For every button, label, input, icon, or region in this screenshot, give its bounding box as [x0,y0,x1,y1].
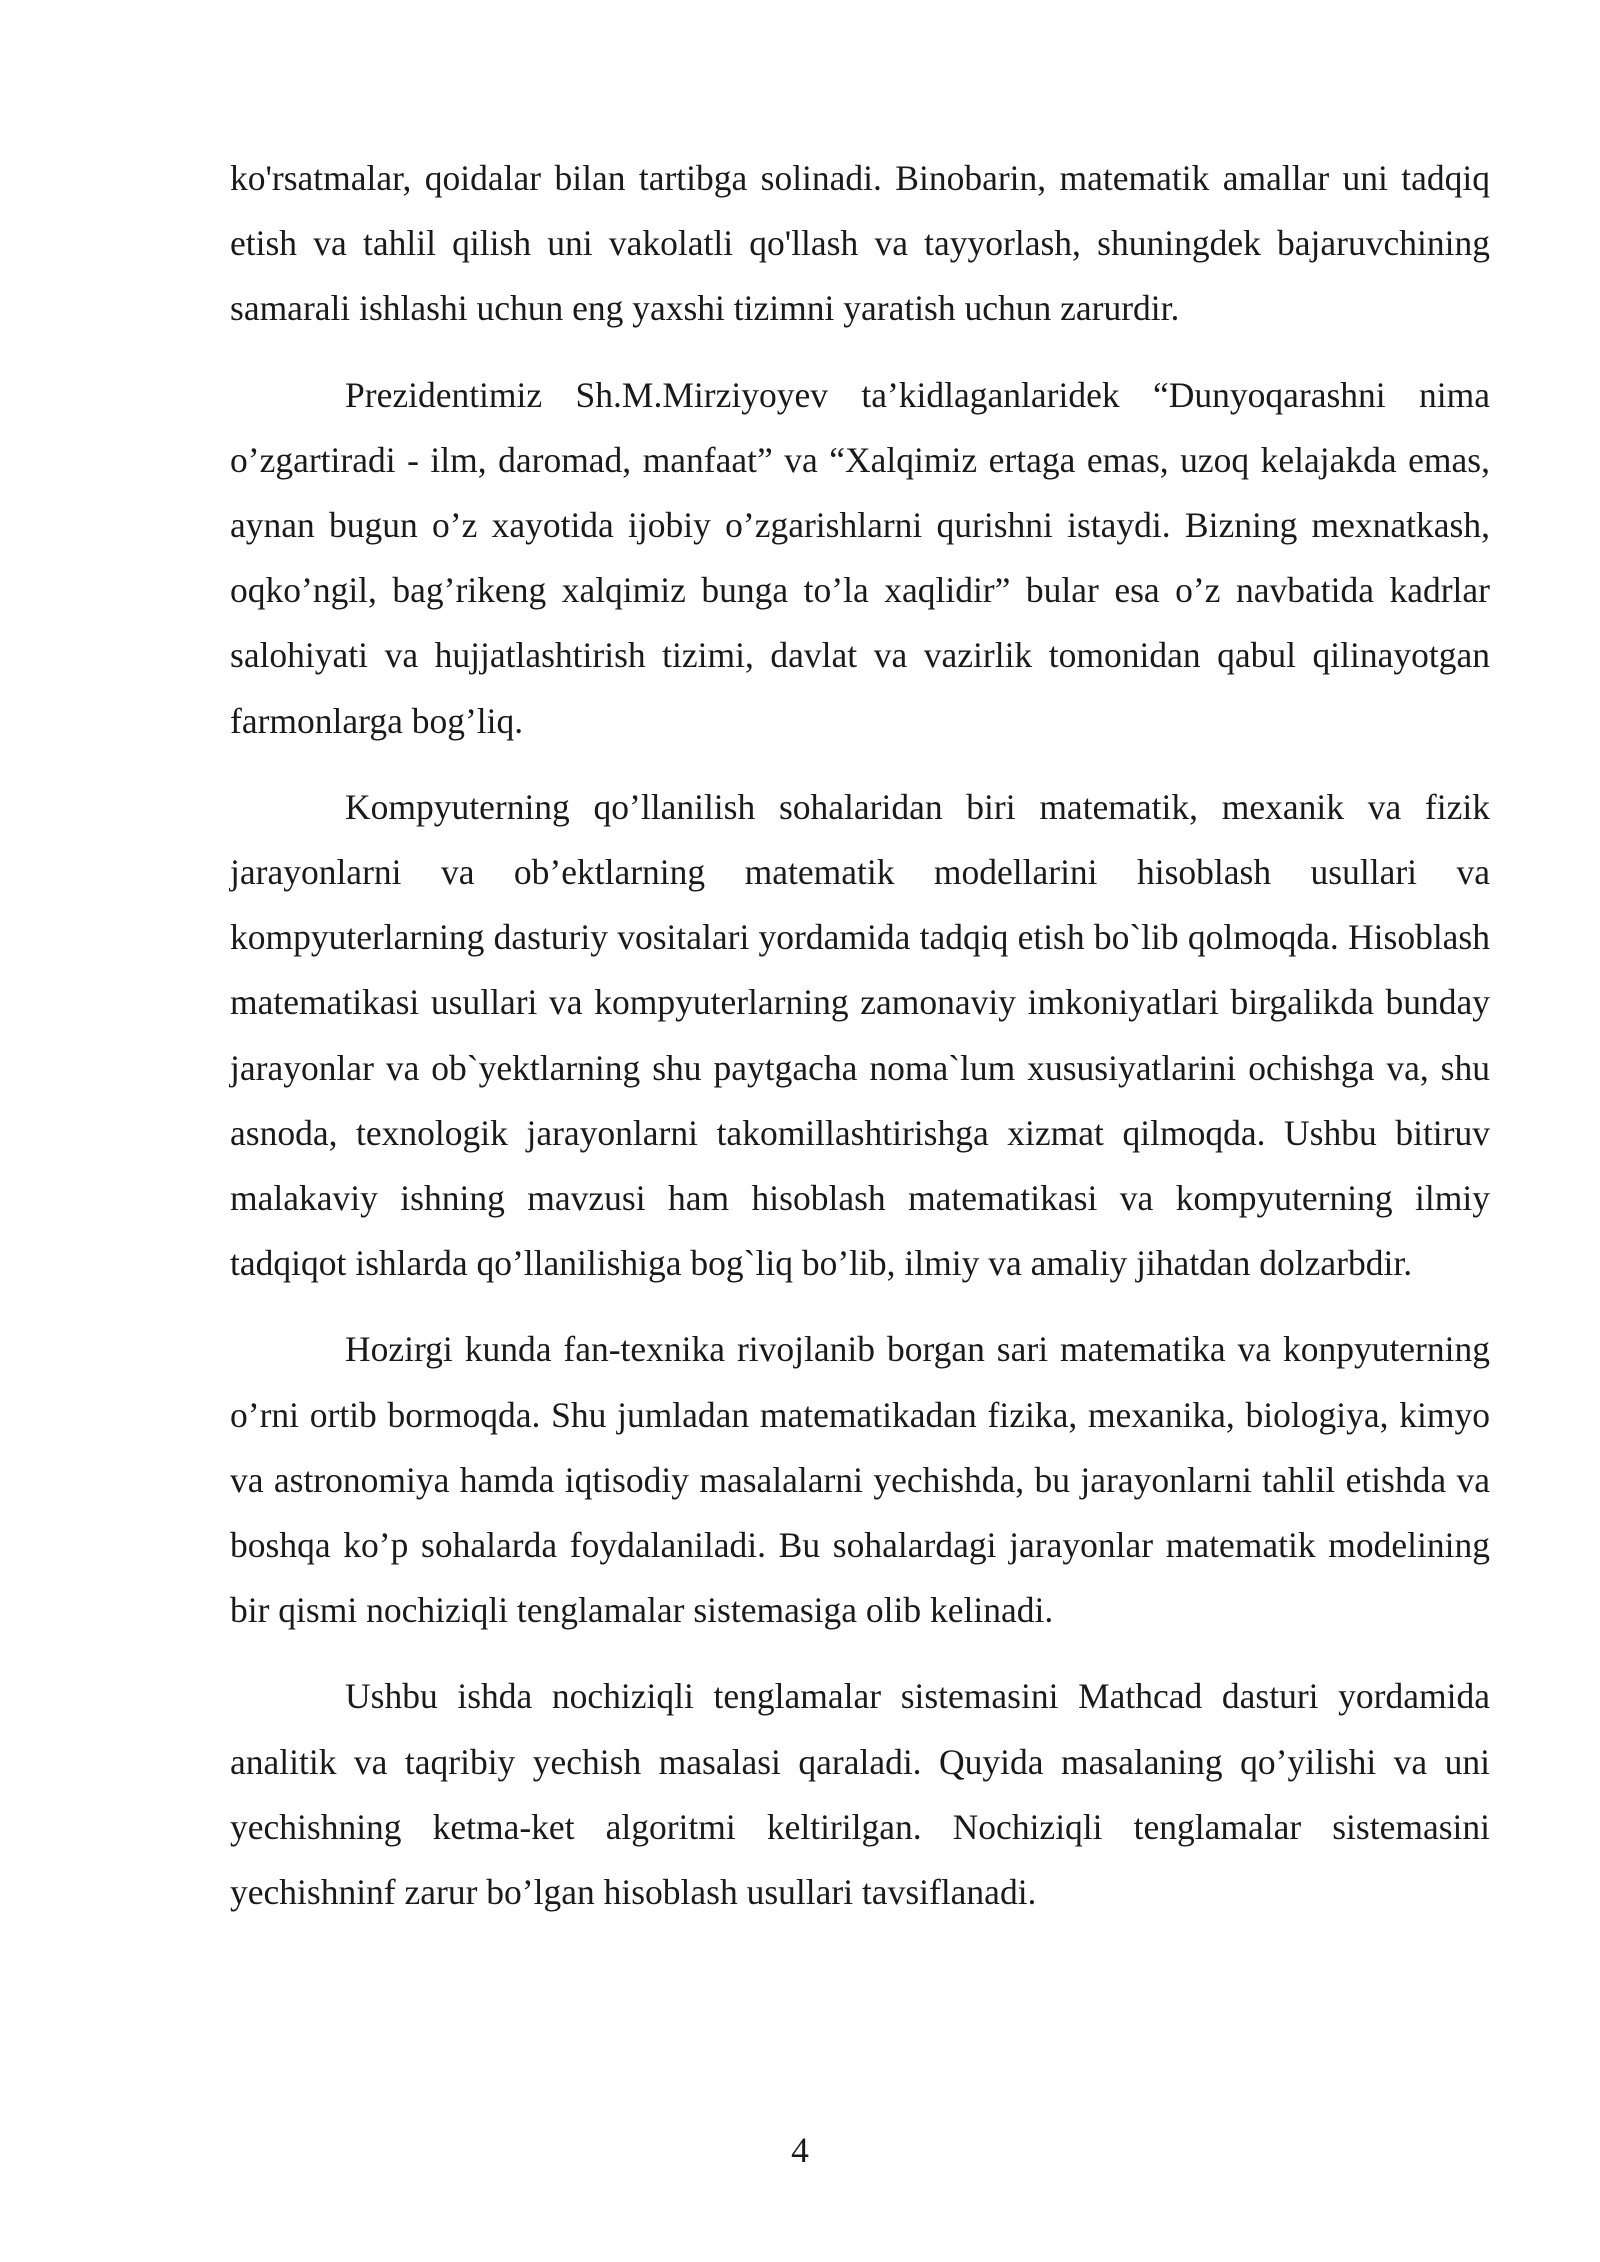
body-text [230,146,1490,1946]
paragraph-2: Prezidentimiz Sh.M.Mirziyoyev ta’kidlaganlaridek “Dunyoqarashni nima o’zgartiradi - ilm, daromad, manfaat” va “Xalqimiz ertaga emas, uzoq kelajakda emas, aynan bugun o’z xayotida ijobiy o’zgarishlarni qurishni istaydi. Bizning mexnatkash, oqko’ngil, bag’rikeng xalqimiz bunga to’la xaqlidir” bular esa o’z navbatida kadrlar salohiyati va hujjatlashtirish tizimi, davlat va vazirlik tomonidan qabul qilinayotgan farmonlarga bog’liq. [230,374,1490,741]
paragraph-4: Hozirgi kunda fan-texnika rivojlanib borgan sari matematika va konpyuterning o’rni ortib bormoqda. Shu jumladan matematikadan fizika, mexanika, biologiya, kimyo va astronomiya hamda iqtisodiy masalalarni yechishda, bu jarayonlarni tahlil etishda va boshqa ko’p sohalarda foydalaniladi. Bu sohalardagi jarayonlar matematik modelining bir qismi nochiziqli tenglamalar sistemasiga olib kelinadi. [230,1329,1490,1631]
page-number: 4 [791,2130,809,2170]
paragraph-3: Kompyuterning qo’llanilish sohalaridan biri matematik, mexanik va fizik jarayonlarni va ob’ektlarning matematik modellarini hisoblash usullari va kompyuterlarning dasturiy vositalari yordamida tadqiq etish bo`lib qolmoqda. Hisoblash matematikasi usullari va kompyuterlarning zamonaviy imkoniyatlari birgalikda bunday jarayonlar va ob`yektlarning shu paytgacha noma`lum xususiyatlarini ochishga va, shu asnoda, texnologik jarayonlarni takomillashtirishga xizmat qilmoqda. Ushbu bitiruv malakaviy ishning mavzusi ham hisoblash matematikasi va kompyuterning ilmiy tadqiqot ishlarda qo’llanilishiga bog`liq bo’lib, ilmiy va amaliy jihatdan dolzarbdir. [230,786,1490,1284]
paragraph-1: ko'rsatmalar, qoidalar bilan tartibga solinadi. Binobarin, matematik amallar uni tadqiq etish va tahlil qilish uni vakolatli qo'llash va tayyorlash, shuningdek bajaruvchining samarali ishlashi uchun eng yaxshi tizimni yaratish uchun zarurdir. [230,158,1490,329]
paragraph-5: Ushbu ishda nochiziqli tenglamalar sistemasini Mathcad dasturi yordamida analitik va taqribiy yechish masalasi qaraladi. Quyida masalaning qo’yilishi va uni yechishning ketma-ket algoritmi keltirilgan. Nochiziqli tenglamalar sistemasini yechishninf zarur bo’lgan hisoblash usullari tavsiflanadi. [230,1676,1490,1913]
